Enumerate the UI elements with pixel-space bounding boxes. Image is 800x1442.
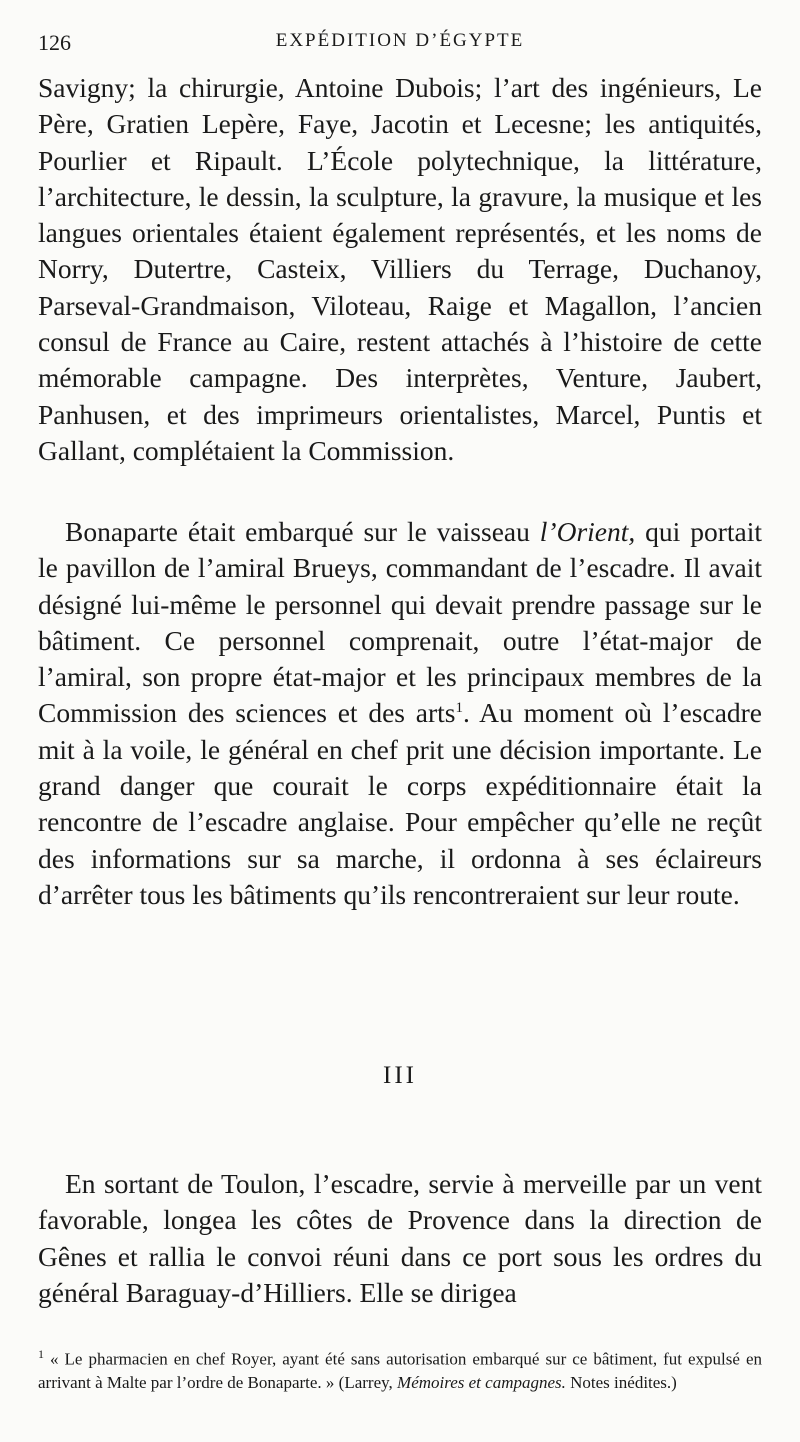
footnote-text: « Le pharmacien en chef Royer, ayant été sans autorisation embarqué sur ce bâtiment, fut expulsé en arrivant à Malte par l’ordre de Bonaparte. » (Larrey, [38, 1349, 762, 1392]
footnote-marker: 1 [38, 1347, 44, 1361]
paragraph-2-part-3: . Au moment où l’escadre mit à la voile, le général en chef prit une décision importante. Le grand danger que courait le corps expéditionnaire était la rencontre de l’escadre anglaise. Pour empêcher qu’elle ne reçût des informations sur sa marche, il ordonna à ses éclaireurs d’arrêter tous les bâtiments qu’ils rencontreraient sur leur route. [38, 697, 763, 910]
paragraph-3-text: En sortant de Toulon, l’escadre, servie à merveille par un vent favorable, longea les côtes de Provence dans la direction de Gênes et rallia le convoi réuni dans ce port sous les ordres du général Baraguay-d’Hilliers. Elle se dirigea [38, 1168, 762, 1308]
page-header [38, 30, 762, 60]
footnote [38, 1343, 762, 1394]
footnote-text-end: Notes inédites.) [565, 1372, 677, 1392]
ship-name: l’Orient, [539, 516, 636, 547]
footnote-source-title: Mémoires et campagnes. [397, 1372, 566, 1392]
paragraph-toulon [38, 1166, 762, 1311]
paragraph-1-text: Savigny; la chirurgie, Antoine Dubois; l’art des ingénieurs, Le Père, Gratien Lepère, Faye, Jacotin et Lecesne; les antiquités, Pourlier et Ripault. L’École polytechnique, la littérature, l’architecture, le dessin, la sculpture, la gravure, la musique et les langues orientales étaient également représentés, et les noms de Norry, Dutertre, Casteix, Villiers du Terrage, Duchanoy, Parseval-Grandmaison, Viloteau, Raige et Magallon, l’ancien consul de France au Caire, restent attachés à l’histoire de cette mémorable campagne. Des interprètes, Venture, Jaubert, Panhusen, et des imprimeurs orientalistes, Marcel, Puntis et Gallant, complétaient la Commission. [38, 72, 762, 466]
page-number: 126 [38, 30, 71, 55]
paragraph-2-part-2: qui portait le pavillon de l’amiral Brueys, commandant de l’escadre. Il avait désigné lui-même le personnel qui devait prendre passage sur le bâtiment. Ce personnel comprenait, outre l’état-major de l’amiral, son propre état-major et les principaux membres de la Commission des sciences et des arts [38, 516, 762, 729]
footnote-reference: 1 [455, 700, 464, 717]
paragraph-bonaparte [38, 514, 762, 913]
running-title: EXPÉDITION D’ÉGYPTE [275, 30, 525, 51]
paragraph-2-part-1: Bonaparte était embarqué sur le vaisseau [65, 516, 540, 547]
section-heading: III [383, 1062, 417, 1089]
paragraph-continued [38, 70, 762, 469]
